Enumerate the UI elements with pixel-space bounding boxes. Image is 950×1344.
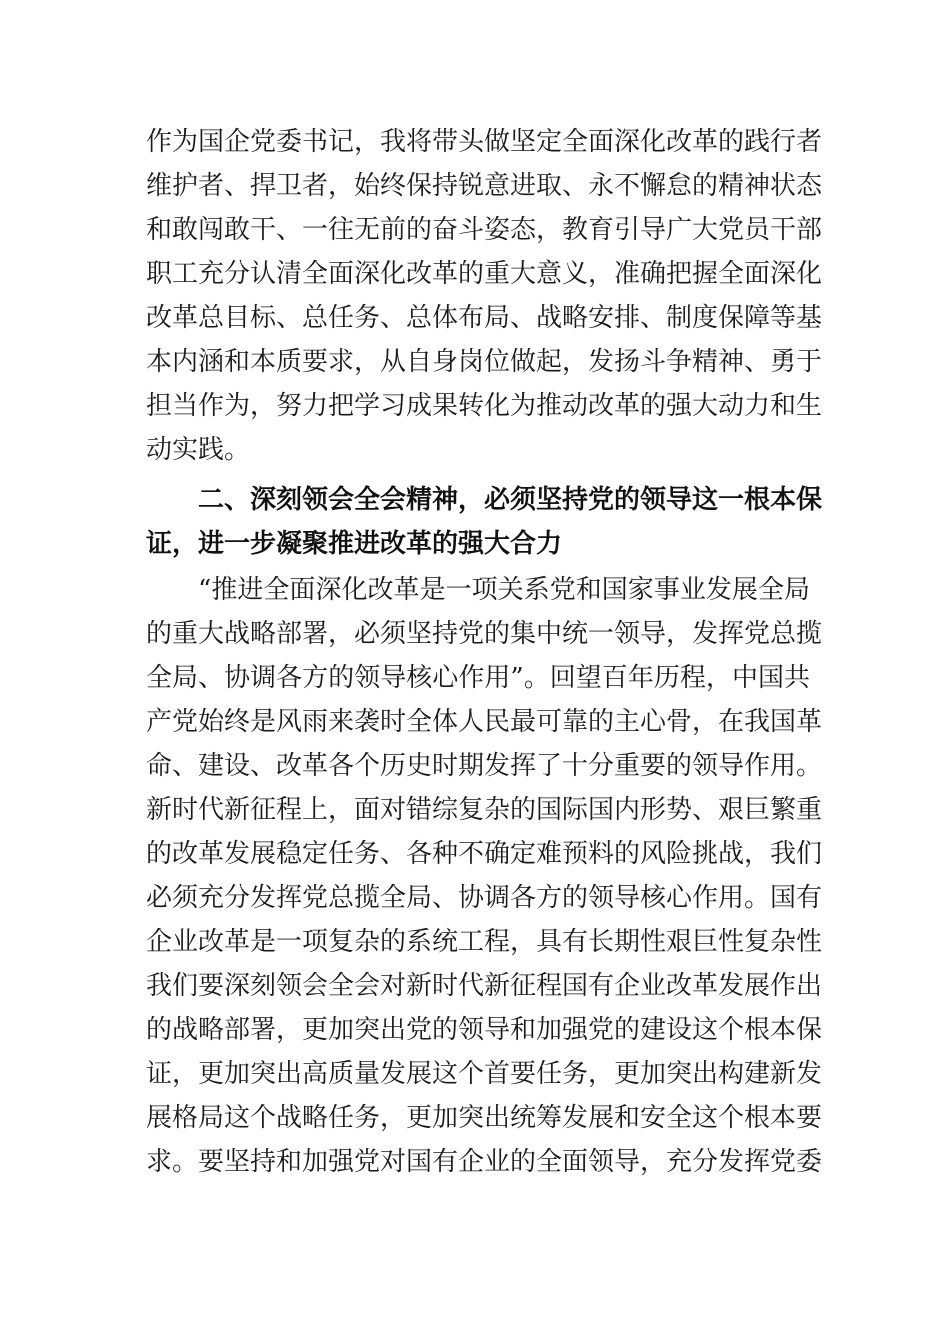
- text-line: 全局、协调各方的领导核心作用”。回望百年历程，中国共: [146, 663, 810, 693]
- section-heading-2: [146, 478, 823, 566]
- text-line: 动实践。: [146, 435, 251, 465]
- text-line: 改革总目标、总任务、总体布局、战略安排、制度保障等基: [146, 303, 823, 333]
- text-line: 产党始终是风雨来袭时全体人民最可靠的主心骨，在我国革: [146, 707, 823, 737]
- text-line: 和敢闯敢干、一往无前的奋斗姿态，教育引导广大党员干部: [146, 215, 823, 245]
- text-line: 必须充分发挥党总揽全局、协调各方的领导核心作用。国有: [146, 883, 823, 913]
- text-line: 求。要坚持和加强党对国有企业的全面领导，充分发挥党委: [146, 1147, 823, 1177]
- text-line: “推进全面深化改革是一项关系党和国家事业发展全局: [198, 575, 810, 605]
- text-line: 职工充分认清全面深化改革的重大意义，准确把握全面深化: [146, 259, 823, 289]
- text-line: 维护者、捍卫者，始终保持锐意进取、永不懈怠的精神状态: [146, 171, 823, 201]
- body-paragraph-2: [146, 568, 823, 1184]
- text-line: 担当作为，努力把学习成果转化为推动改革的强大动力和生: [146, 391, 823, 421]
- text-line: 本内涵和本质要求，从自身岗位做起，发扬斗争精神、勇于: [146, 347, 823, 377]
- heading-line: 二、深刻领会全会精神，必须坚持党的领导这一根本保: [198, 485, 823, 515]
- text-line: 证，更加突出高质量发展这个首要任务，更加突出构建新发: [146, 1059, 823, 1089]
- text-line: 展格局这个战略任务，更加突出统筹发展和安全这个根本要: [146, 1103, 823, 1133]
- text-line: 新时代新征程上，面对错综复杂的国际国内形势、艰巨繁重: [146, 795, 823, 825]
- text-line: 的改革发展稳定任务、各种不确定难预料的风险挑战，我们: [146, 839, 823, 869]
- text-line: 的战略部署，更加突出党的领导和加强党的建设这个根本保: [146, 1015, 823, 1045]
- body-paragraph-1: [146, 120, 823, 472]
- heading-line: 证，进一步凝聚推进改革的强大合力: [146, 529, 563, 559]
- text-line: 企业改革是一项复杂的系统工程，具有长期性艰巨性复杂性: [146, 927, 823, 957]
- text-line: 作为国企党委书记，我将带头做坚定全面深化改革的践行者: [146, 127, 823, 157]
- text-line: 的重大战略部署，必须坚持党的集中统一领导，发挥党总揽: [146, 619, 823, 649]
- text-line: 我们要深刻领会全会对新时代新征程国有企业改革发展作出: [146, 971, 823, 1001]
- text-line: 命、建设、改革各个历史时期发挥了十分重要的领导作用。: [146, 751, 823, 781]
